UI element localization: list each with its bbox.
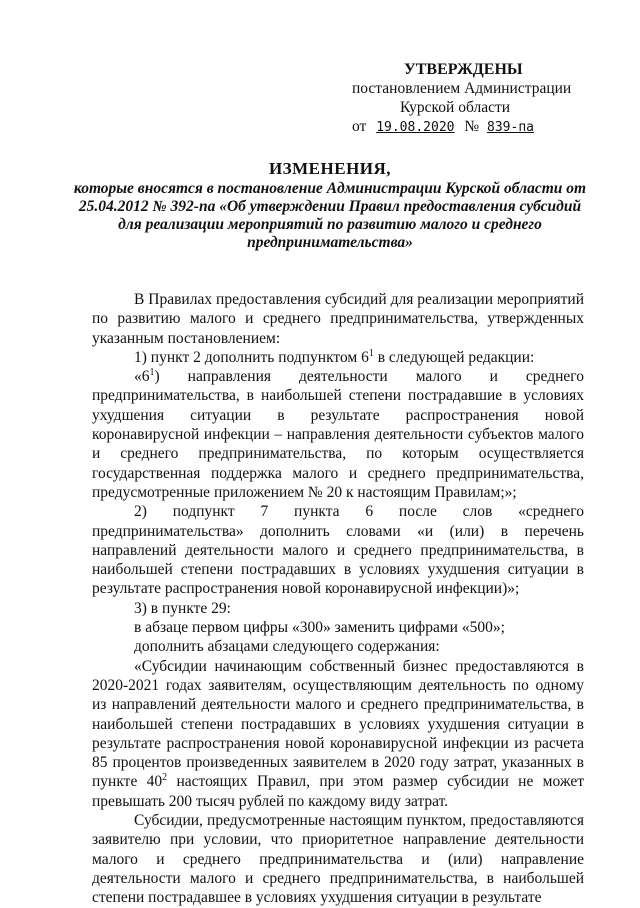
quote-6-1-superscript: 1 — [149, 367, 155, 379]
item-1-text: 1) пункт 2 дополнить подпунктом 6 — [134, 348, 369, 366]
document-title: ИЗМЕНЕНИЯ, — [268, 159, 392, 178]
paragraph-item-3-b: дополнить абзацами следующего содержания: — [134, 638, 440, 656]
paragraph-item-2: 2) подпункт 7 пункта 6 после слов «среднего предпринимательства» дополнить словами «и (или) в перечень направлений деятельности малого и среднего предпринимательства, в наибольшей степени пострадавших в условиях ухудшения ситуации в результате распространения новой коронавирусной инфекции)»; — [92, 503, 584, 598]
paragraph-intro: В Правилах предоставления субсидий для реализации мероприятий по развитию малого и среднего предпринимательства, утвержденных указанным постановлением: — [92, 291, 584, 347]
paragraph-item-1 — [92, 348, 584, 367]
approval-title: УТВЕРЖДЕНЫ — [404, 61, 523, 78]
paragraph-item-3-a: в абзаце первом цифры «300» заменить цифрами «500»; — [134, 619, 505, 637]
subsidy-superscript: 2 — [162, 772, 168, 784]
paragraph-quote-6-1 — [92, 367, 584, 502]
approval-date: 19.08.2020 — [376, 120, 455, 135]
paragraph-subsidy-new-business — [92, 657, 584, 811]
item-1-superscript: 1 — [368, 347, 374, 359]
subsidy-text-end: настоящих Правил, при этом размер субсидии не может превышать 200 тысяч рублей по каждому виду затрат. — [92, 773, 584, 810]
approval-date-number — [352, 117, 592, 137]
document-body — [92, 290, 584, 908]
paragraph-item-3: 3) в пункте 29: — [134, 599, 231, 617]
number-prefix: № — [464, 118, 480, 135]
document-subtitle: которые вносятся в постановление Администрации Курской области от 25.04.2012 № 392-па «Об утверждении Правил предоставления субсидий для реализации мероприятий по развитию малого и среднего предпринимательства» — [73, 180, 587, 251]
quote-6-1-start: «6 — [134, 368, 150, 386]
approval-region: Курской области — [400, 99, 511, 116]
date-prefix: от — [352, 118, 367, 135]
item-1-text-end: в следующей редакции: — [373, 348, 535, 366]
paragraph-subsidy-conditions: Субсидии, предусмотренные настоящим пунктом, предоставляются заявителю при условии, что приоритетное направление деятельности малого и среднего предпринимательства и (или) направление деятельности малого и среднего предпринимательства, в наибольшей степени пострадавшее в условиях ухудшения ситуации в результате — [92, 812, 584, 907]
subsidy-text: «Субсидии начинающим собственный бизнес предоставляются в 2020-2021 годах заявителям, осуществляющим деятельность по одному из направлений деятельности малого и среднего предпринимательства, в наибольшей степени пострадавших в условиях ухудшения ситуации в результате распространения новой коронавирусной инфекции из расчета 85 процентов произведенных заявителем в 2020 году затрат, указанных в пункте 40 — [92, 657, 584, 791]
approval-authority: постановлением Администрации — [352, 80, 572, 97]
approval-number: 839-па — [487, 120, 534, 135]
approval-stamp — [352, 60, 592, 137]
quote-6-1-text: ) направления деятельности малого и среднего предпринимательства, в наибольшей степени пострадавшие в условиях ухудшения ситуации в результате распространения новой коронавирусной инфекции – направления деятельности субъектов малого и среднего предпринимательства, по которым осуществляется государственная поддержка малого и среднего предпринимательства, предусмотренные приложением № 20 к настоящим Правилам;»; — [92, 368, 584, 501]
document-heading — [70, 160, 590, 252]
